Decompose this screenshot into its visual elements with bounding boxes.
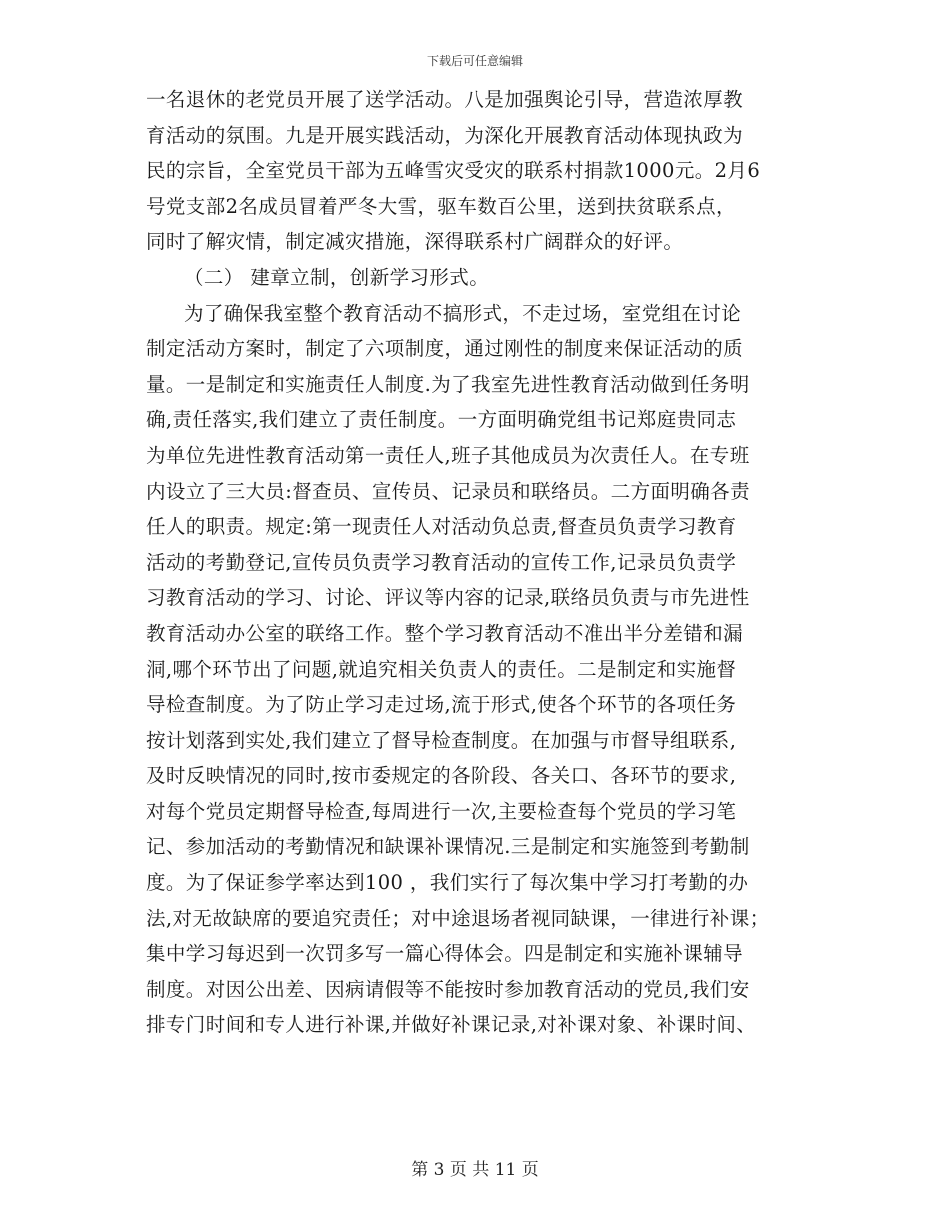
body-line: 育活动的氛围。九是开展实践活动，为深化开展教育活动体现执政为 (146, 123, 744, 147)
body-line: 为单位先进性教育活动第一责任人,班子其他成员为次责任人。在专班 (146, 443, 750, 467)
body-line: 一名退休的老党员开展了送学活动。八是加强舆论引导，营造浓厚教 (146, 88, 744, 111)
body-line: 内设立了三大员:督查员、宣传员、记录员和联络员。二方面明确各责 (146, 479, 750, 503)
body-line: 量。一是制定和实施责任人制度.为了我室先进性教育活动做到任务明 (146, 372, 750, 396)
section-heading: （二） 建章立制，创新学习形式。 (184, 265, 490, 289)
body-line: 活动的考勤登记,宣传员负责学习教育活动的宣传工作,记录员负责学 (146, 550, 737, 574)
body-line: 教育活动办公室的联络工作。整个学习教育活动不准出半分差错和漏 (146, 621, 744, 645)
body-line: 及时反映情况的同时,按市委规定的各阶段、各关口、各环节的要求, (146, 764, 737, 788)
body-line: 民的宗旨，全室党员干部为五峰雪灾受灾的联系村捐款1000元。2月6 (146, 159, 761, 183)
body-line: 度。为了保证参学率达到100 ，我们实行了每次集中学习打考勤的办 (146, 871, 749, 895)
body-line: 导检查制度。为了防止学习走过场,流于形式,使各个环节的各项任务 (146, 693, 737, 717)
body-line: 习教育活动的学习、讨论、评议等内容的记录,联络员负责与市先进性 (146, 586, 750, 610)
body-line: 记、参加活动的考勤情况和缺课补课情况.三是制定和实施签到考勤制 (146, 835, 750, 859)
body-line: 任人的职责。规定:第一现责任人对活动负总责,督查员负责学习教育 (146, 515, 737, 539)
document-body (146, 82, 808, 1043)
body-line: 排专门时间和专人进行补课,并做好补课记录,对补课对象、补课时间、 (146, 1013, 757, 1037)
body-line: 集中学习每迟到一次罚多写一篇心得体会。四是制定和实施补课辅导 (146, 942, 744, 966)
body-line: 法,对无故缺席的要追究责任；对中途退场者视同缺课，一律进行补课； (146, 906, 770, 930)
body-line: 按计划落到实处,我们建立了督导检查制度。在加强与市督导组联系, (146, 728, 737, 752)
page-header: 下载后可任意编辑 (426, 54, 523, 68)
body-line: 对每个党员定期督导检查,每周进行一次,主要检查每个党员的学习笔 (146, 799, 737, 823)
body-line: 确,责任落实,我们建立了责任制度。一方面明确党组书记郑庭贵同志 (146, 408, 737, 432)
body-line: 号党支部2名成员冒着严冬大雪，驱车数百公里，送到扶贫联系点， (146, 194, 736, 218)
body-line: 制定活动方案时，制定了六项制度，通过刚性的制度来保证活动的质 (146, 337, 744, 361)
body-line: 制度。对因公出差、因病请假等不能按时参加教育活动的党员,我们安 (146, 977, 750, 1001)
paragraph-first-line: 为了确保我室整个教育活动不搞形式，不走过场，室党组在讨论 (184, 301, 742, 325)
page-number-footer: 第 3 页 共 11 页 (411, 1160, 539, 1180)
body-line: 洞,哪个环节出了问题,就追究相关负责人的责任。二是制定和实施督 (146, 657, 737, 681)
body-line: 同时了解灾情，制定减灾措施，深得联系村广阔群众的好评。 (146, 230, 684, 254)
